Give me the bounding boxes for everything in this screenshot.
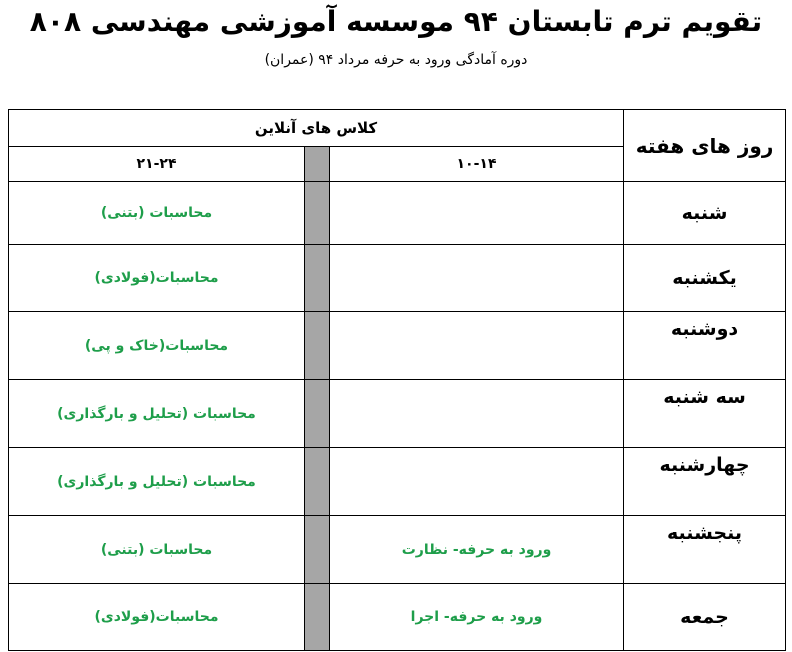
column-separator xyxy=(305,312,330,380)
day-cell: دوشنبه xyxy=(624,312,786,380)
class-cell xyxy=(330,312,624,380)
class-cell: محاسبات (بتنی) xyxy=(9,182,305,245)
column-separator xyxy=(305,245,330,312)
weekdays-header: روز های هفته xyxy=(624,110,786,182)
column-separator xyxy=(305,380,330,448)
schedule-table xyxy=(8,109,786,651)
table-row xyxy=(9,380,786,448)
online-classes-header: کلاس های آنلاین xyxy=(9,110,624,147)
day-cell: یکشنبه xyxy=(624,245,786,312)
page-subtitle: دوره آمادگی ورود به حرفه مرداد ۹۴ (عمران) xyxy=(264,52,528,68)
table-row xyxy=(9,448,786,516)
column-separator xyxy=(305,584,330,651)
table-row xyxy=(9,245,786,312)
header-row xyxy=(9,110,786,147)
class-cell: محاسبات(خاک و پی) xyxy=(9,312,305,380)
table-row xyxy=(9,182,786,245)
column-separator xyxy=(305,448,330,516)
day-cell: شنبه xyxy=(624,182,786,245)
column-separator xyxy=(305,516,330,584)
table-row xyxy=(9,312,786,380)
time-slot-2-header: ۲۱-۲۴ xyxy=(9,147,305,182)
class-cell: ورود به حرفه- اجرا xyxy=(330,584,624,651)
day-cell: جمعه xyxy=(624,584,786,651)
class-cell xyxy=(330,245,624,312)
class-cell xyxy=(330,380,624,448)
class-cell xyxy=(330,182,624,245)
table-row xyxy=(9,516,786,584)
day-cell: سه شنبه xyxy=(624,380,786,448)
time-slot-1-header: ۱۰-۱۴ xyxy=(330,147,624,182)
column-separator xyxy=(305,147,330,182)
day-cell: پنجشنبه xyxy=(624,516,786,584)
table-row xyxy=(9,584,786,651)
day-cell: چهارشنبه xyxy=(624,448,786,516)
class-cell: محاسبات (تحلیل و بارگذاری) xyxy=(9,448,305,516)
class-cell: محاسبات(فولادی) xyxy=(9,245,305,312)
class-cell: محاسبات (بتنی) xyxy=(9,516,305,584)
class-cell: محاسبات(فولادی) xyxy=(9,584,305,651)
class-cell xyxy=(330,448,624,516)
column-separator xyxy=(305,182,330,245)
class-cell: محاسبات (تحلیل و بارگذاری) xyxy=(9,380,305,448)
page-title: تقویم ترم تابستان ۹۴ موسسه آموزشی مهندسی ۸۰۸ xyxy=(29,5,763,38)
class-cell: ورود به حرفه- نظارت xyxy=(330,516,624,584)
